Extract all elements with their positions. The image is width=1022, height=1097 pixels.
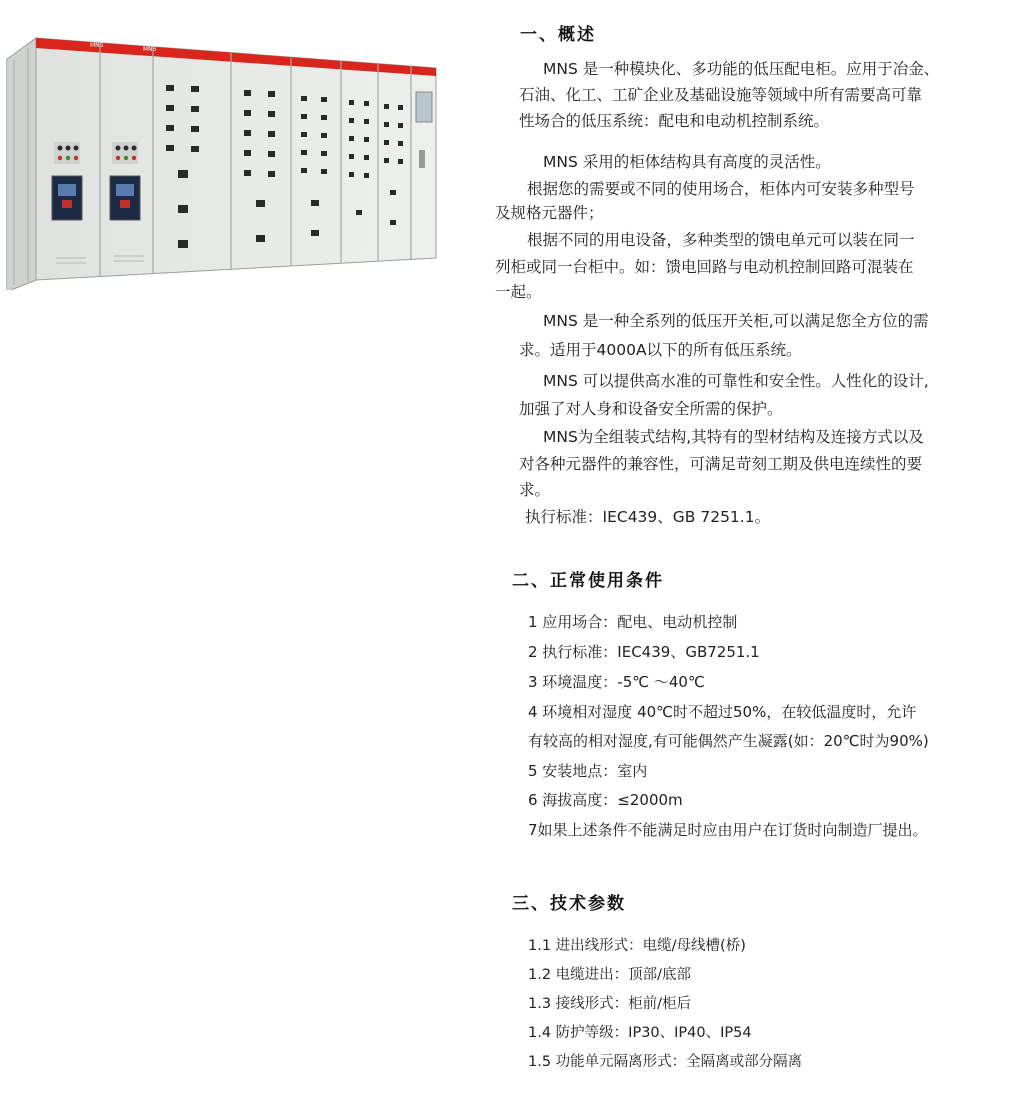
section1-line: MNS为全组装式结构,其特有的型材结构及连接方式以及	[543, 428, 924, 446]
param-item: 1.2 电缆进出：顶部/底部	[528, 967, 692, 983]
condition-item: 7如果上述条件不能满足时应由用户在订货时向制造厂提出。	[528, 821, 928, 839]
section1-line: MNS 是一种模块化、多功能的低压配电柜。应用于冶金、	[543, 60, 940, 78]
section1-line: 加强了对人身和设备安全所需的保护。	[519, 400, 783, 418]
open-frame	[6, 38, 36, 290]
condition-item: 5 安装地点：室内	[528, 762, 648, 780]
condition-item: 6 海拔高度：≤2000m	[528, 791, 683, 809]
section2-heading: 二、正常使用条件	[512, 571, 664, 591]
section1-line: 根据您的需要或不同的使用场合，柜体内可安装多种型号	[527, 180, 915, 198]
section1-line: MNS 是一种全系列的低压开关柜,可以满足您全方位的需	[543, 312, 929, 330]
section1-line: MNS 采用的柜体结构具有高度的灵活性。	[543, 153, 831, 171]
section1-line: 一起。	[495, 283, 542, 301]
param-item: 1.4 防护等级：IP30、IP40、IP54	[528, 1025, 752, 1041]
param-item: 1.1 进出线形式：电缆/母线槽(桥)	[528, 938, 746, 954]
section3-heading: 三、技术参数	[512, 894, 626, 914]
section1-line: 列柜或同一台柜中。如：馈电回路与电动机控制回路可混装在	[495, 258, 914, 276]
section1-line: MNS 可以提供高水准的可靠性和安全性。人性化的设计,	[543, 372, 929, 390]
section1-line: 求。适用于4000A以下的所有低压系统。	[519, 341, 802, 359]
brand-label: MNS	[90, 42, 104, 49]
section1-line: 及规格元器件；	[495, 204, 604, 222]
condition-item: 3 环境温度：-5℃ ～40℃	[528, 673, 705, 691]
section1-line: 求。	[519, 481, 551, 499]
section1-line: 根据不同的用电设备，多种类型的馈电单元可以装在同一	[527, 231, 915, 249]
viewing-window	[416, 92, 432, 122]
switchgear-product-image	[6, 30, 446, 290]
section1-line: 石油、化工、工矿企业及基础设施等领域中所有需要高可靠	[519, 86, 923, 104]
section1-line: 性场合的低压系统：配电和电动机控制系统。	[519, 112, 830, 130]
param-item: 1.3 接线形式：柜前/柜后	[528, 996, 692, 1012]
section1-heading: 一、概述	[520, 25, 596, 45]
condition-item: 1 应用场合：配电、电动机控制	[528, 613, 738, 631]
condition-item: 4 环境相对湿度 40℃时不超过50%，在较低温度时，允许	[528, 703, 917, 721]
brand-label-2: MNS	[143, 46, 157, 53]
param-item: 1.5 功能单元隔离形式：全隔离或部分隔离	[528, 1054, 803, 1070]
condition-item: 有较高的相对湿度,有可能偶然产生凝露(如：20℃时为90%)	[528, 732, 929, 750]
section1-line: 对各种元器件的兼容性，可满足苛刻工期及供电连续性的要	[519, 455, 923, 473]
condition-item: 2 执行标准：IEC439、GB7251.1	[528, 643, 760, 661]
section1-line: 执行标准：IEC439、GB 7251.1。	[525, 508, 771, 526]
